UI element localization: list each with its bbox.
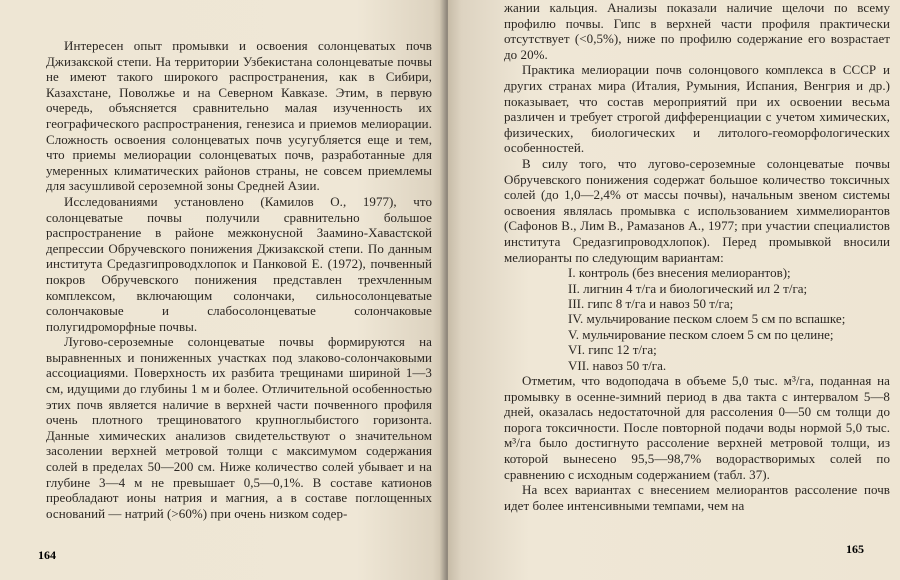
variants-list — [504, 265, 890, 373]
right-paragraph-1: жании кальция. Анализы показали наличие щелочи по всему профилю почвы. Гипс в верхней части профиля практически отсутствует (<0,5%), ниже по профилю содержание его возрастает до 20%. — [504, 0, 890, 62]
list-item: I. контроль (без внесения мелиорантов); — [568, 265, 791, 281]
list-item: VII. навоз 50 т/га. — [568, 357, 667, 373]
list-item: V. мульчирование песком слоем 5 см по целине; — [568, 326, 834, 342]
left-paragraph-2: Исследованиями установлено (Камилов О., 1977), что солонцеватые почвы получили сравнительно большое распространение в районе межконусной Заамино-Хавастской депрессии Обручевского понижения Джизакской степи. По данным института Средазгипроводхлопок и Панковой Е. (1972), почвенный покров Обручевского понижения представлен трехчленным комплексом, включающим солончаки, сильносолонцеватые солончаковые и слабосолонцеватые солончаковые полугидроморфные почвы. — [46, 193, 432, 334]
page-number-left: 164 — [38, 548, 56, 562]
left-page — [0, 0, 446, 580]
list-item: IV. мульчирование песком слоем 5 см по вспашке; — [568, 311, 846, 327]
list-item: II. лигнин 4 т/га и биологический ил 2 т/га; — [568, 280, 808, 296]
list-item: VI. гипс 12 т/га; — [568, 342, 657, 358]
right-page — [448, 0, 900, 580]
right-paragraph-3: В силу того, что лугово-сероземные солонцеватые почвы Обручевского понижения содержат большое количество токсичных солей (до 1,0—2,4% от массы почвы), начальным звеном системы освоения являлась промывка с использованием химмелиорантов (Сафонов В., Лим В., Рамазанов А., 1977; при участии специалистов института Средазгипроводхлопок). Перед промывкой вносили мелиоранты по следующим вариантам: — [504, 155, 890, 265]
list-item: III. гипс 8 т/га и навоз 50 т/га; — [568, 295, 734, 311]
right-paragraph-5: На всех вариантах с внесением мелиорантов рассоление почв идет более интенсивными темпами, чем на — [504, 482, 890, 513]
left-paragraph-3: Лугово-сероземные солонцеватые почвы формируются на выравненных и пониженных участках под злаково-солончаковыми ассоциациями. Поверхность их разбита трещинами шириной 1—3 см, идущими до глубины 1 м и более. Отличительной особенностью этих почв является наличие в верхней части почвенного профиля очень плотного трещиноватого крупноглыбистого горизонта. Данные химических анализов свидетельствуют о значительном засолении верхней метровой толщи с максимумом содержания солей в пределах 50—200 см. Ниже количество солей убывает и на глубине 3—4 м не превышает 0,5—0,1%. В составе катионов преобладают ионы натрия и магния, а в составе поглощенных оснований — натрий (>60%) при очень низком содер- — [46, 334, 432, 521]
left-paragraph-1: Интересен опыт промывки и освоения солонцеватых почв Джизакской степи. На территории Узбекистана солонцеватые почвы не имеют такого широкого распространения, как в Сибири, Казахстане, Поволжье и на Северном Кавказе. Этим, в первую очередь, объясняется сравнительно малая изученность их географического распространения, генезиса и приемов мелиорации. Сложность освоения солонцеватых почв усугубляется еще и тем, что приемы мелиорации солонцеватых почв, разработанные для умеренных климатических районов страны, не совсем приемлемы для засушливой сероземной зоны Средней Азии. — [46, 38, 432, 194]
page-number-right: 165 — [846, 542, 864, 556]
right-paragraph-2: Практика мелиорации почв солонцового комплекса в СССР и других странах мира (Италия, Румыния, Испания, Венгрия и др.) показывает, что состав мероприятий при их освоении весьма различен и требует строгой дифференциации с учетом химических, физических, биологических и литолого-геоморфологических особенностей. — [504, 62, 890, 156]
right-paragraph-4: Отметим, что водоподача в объеме 5,0 тыс. м³/га, поданная на промывку в осенне-зимний период в два такта с интервалом 5—8 дней, оказалась недостаточной для рассоления 0—50 см толщи до порога токсичности. После повторной подачи воды нормой 5,0 тыс. м³/га было достигнуто рассоление верхней метровой толщи, из которой вынесено 95,5—98,7% водорастворимых солей по сравнению с исходным содержанием (табл. 37). — [504, 372, 890, 482]
